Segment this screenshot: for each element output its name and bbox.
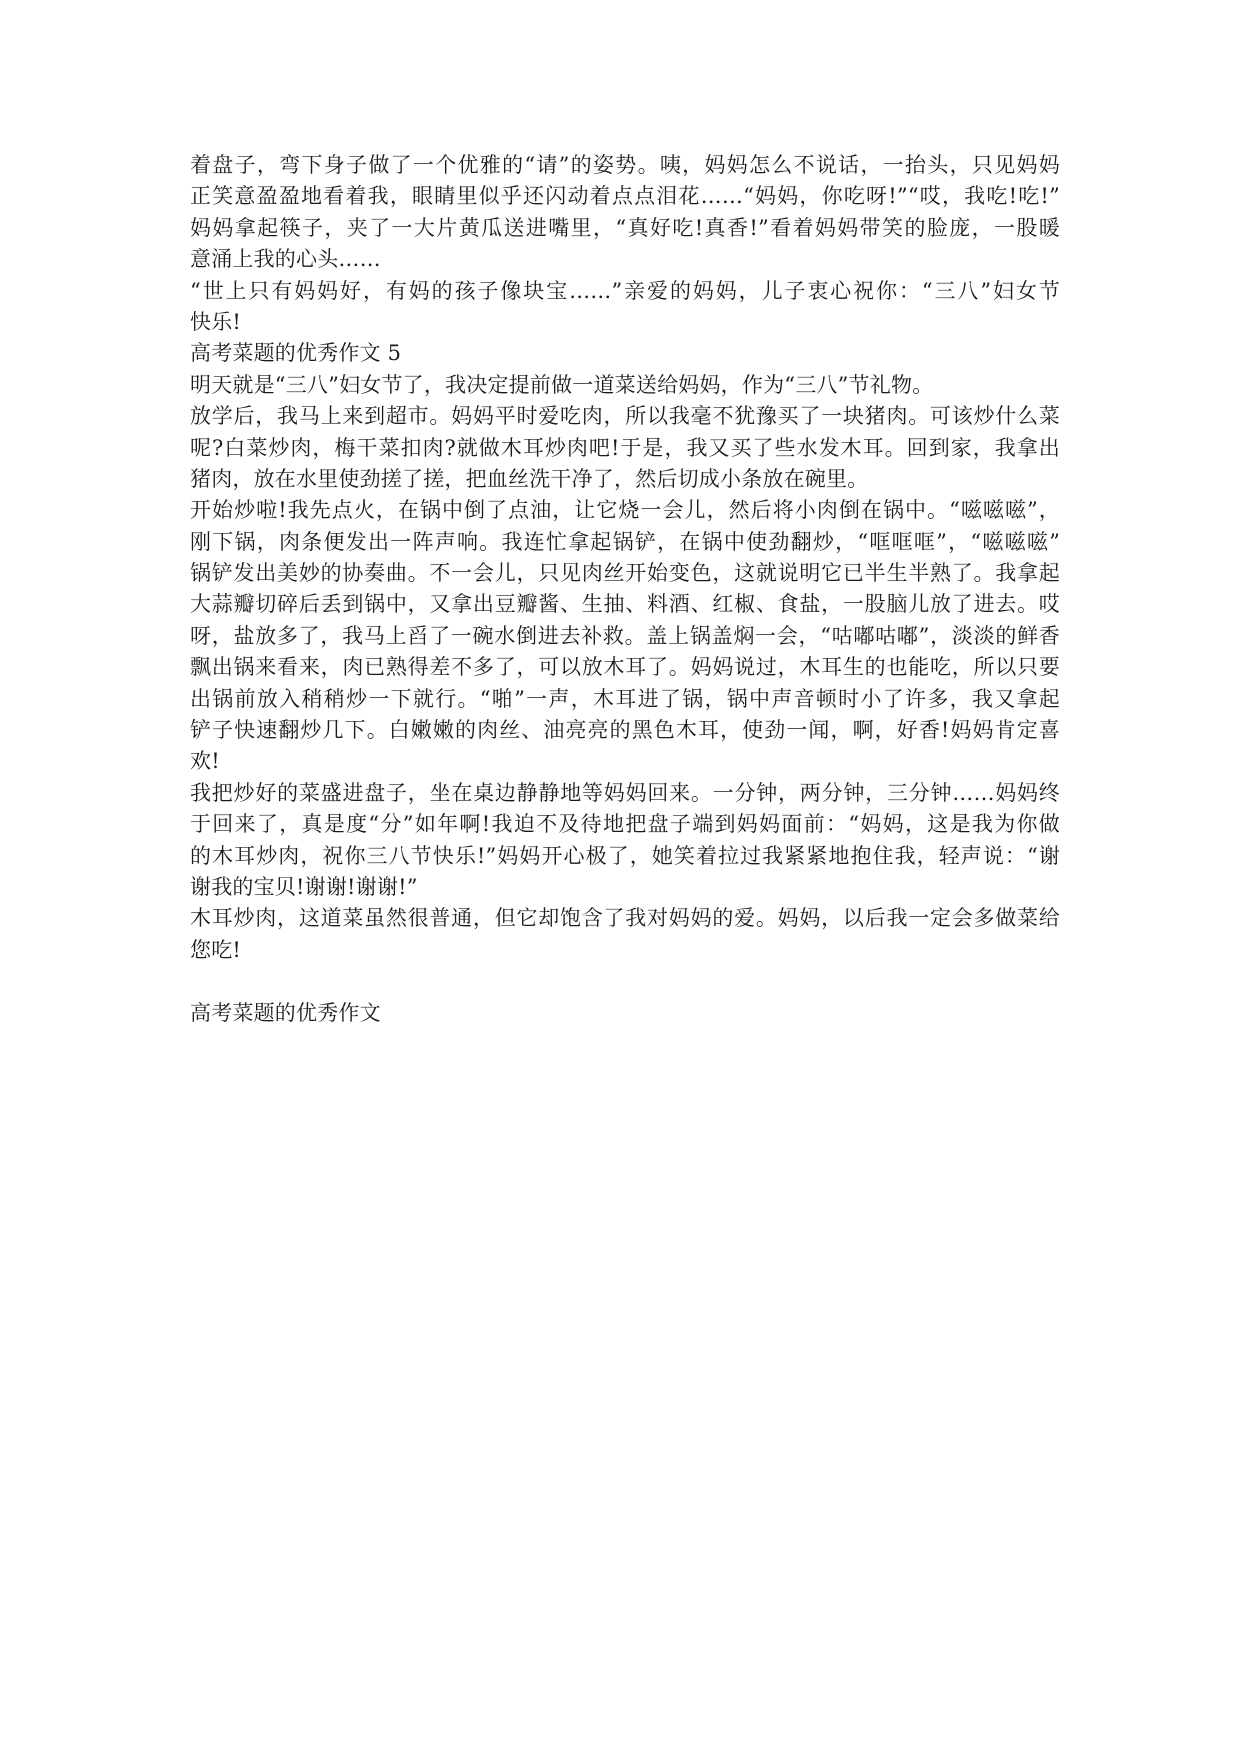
text-line: 开始炒啦!我先点火，在锅中倒了点油，让它烧一会儿，然后将小肉倒在锅中。“嗞嗞嗞”，: [190, 498, 1060, 523]
text-line: 妈妈拿起筷子，夹了一大片黄瓜送进嘴里，“真好吃!真香!”看着妈妈带笑的脸庞，一股暖: [190, 215, 1060, 240]
text-line: 欢!: [190, 749, 220, 774]
text-line: 铲子快速翻炒几下。白嫩嫩的肉丝、油亮亮的黑色木耳，使劲一闻，啊，好香!妈妈肯定喜: [190, 718, 1060, 743]
text-line: 木耳炒肉，这道菜虽然很普通，但它却饱含了我对妈妈的爱。妈妈，以后我一定会多做菜给: [190, 906, 1060, 931]
text-line: 出锅前放入稍稍炒一下就行。“啪”一声，木耳进了锅，锅中声音顿时小了许多，我又拿起: [190, 686, 1060, 711]
paragraph-gap: [190, 966, 1060, 997]
text-line: 您吃!: [190, 937, 242, 962]
text-line: 放学后，我马上来到超市。妈妈平时爱吃肉，所以我毫不犹豫买了一块猪肉。可该炒什么菜: [190, 404, 1060, 429]
text-line: 明天就是“三八”妇女节了，我决定提前做一道菜送给妈妈，作为“三八”节礼物。: [190, 372, 934, 397]
text-line: 的木耳炒肉，祝你三八节快乐!”妈妈开心极了，她笑着拉过我紧紧地抱住我，轻声说：“谢: [190, 843, 1060, 868]
text-line: 于回来了，真是度“分”如年啊!我迫不及待地把盘子端到妈妈面前：“妈妈，这是我为你做: [190, 812, 1060, 837]
text-line: 刚下锅，肉条便发出一阵声响。我连忙拿起锅铲，在锅中使劲翻炒，“哐哐哐”，“嗞嗞嗞”: [190, 529, 1060, 554]
text-line: 我把炒好的菜盛进盘子，坐在桌边静静地等妈妈回来。一分钟，两分钟，三分钟……妈妈终: [190, 780, 1060, 805]
text-line: 飘出锅来看来，肉已熟得差不多了，可以放木耳了。妈妈说过，木耳生的也能吃，所以只要: [190, 655, 1060, 680]
text-line: 快乐!: [190, 309, 242, 334]
text-line: 呢?白菜炒肉，梅干菜扣肉?就做木耳炒肉吧!于是，我又买了些水发木耳。回到家，我拿出: [190, 435, 1060, 460]
text-line: 锅铲发出美妙的协奏曲。不一会儿，只见肉丝开始变色，这就说明它已半生半熟了。我拿起: [190, 561, 1060, 586]
text-line: 大蒜瓣切碎后丢到锅中，又拿出豆瓣酱、生抽、料酒、红椒、食盐，一股脑儿放了进去。哎: [190, 592, 1060, 617]
text-line: 呀，盐放多了，我马上舀了一碗水倒进去补救。盖上锅盖焖一会，“咕嘟咕嘟”，淡淡的鲜香: [190, 623, 1060, 648]
section-heading: 高考菜题的优秀作文 5: [190, 341, 402, 366]
footer-title: 高考菜题的优秀作文: [190, 1000, 381, 1025]
text-line: 意涌上我的心头……: [190, 247, 381, 272]
text-line: 着盘子，弯下身子做了一个优雅的“请”的姿势。咦，妈妈怎么不说话，一抬头，只见妈妈: [190, 153, 1060, 177]
document-page: [190, 150, 1060, 1029]
text-line: 谢我的宝贝!谢谢!谢谢!”: [190, 874, 418, 899]
text-line: 猪肉，放在水里使劲搓了搓，把血丝洗干净了，然后切成小条放在碗里。: [190, 466, 869, 491]
text-line: 正笑意盈盈地看着我，眼睛里似乎还闪动着点点泪花……“妈妈，你吃呀!”“哎，我吃!吃!”: [190, 184, 1060, 209]
text-line: “世上只有妈妈好，有妈的孩子像块宝……”亲爱的妈妈，儿子衷心祝你：“三八”妇女节: [190, 278, 1060, 303]
